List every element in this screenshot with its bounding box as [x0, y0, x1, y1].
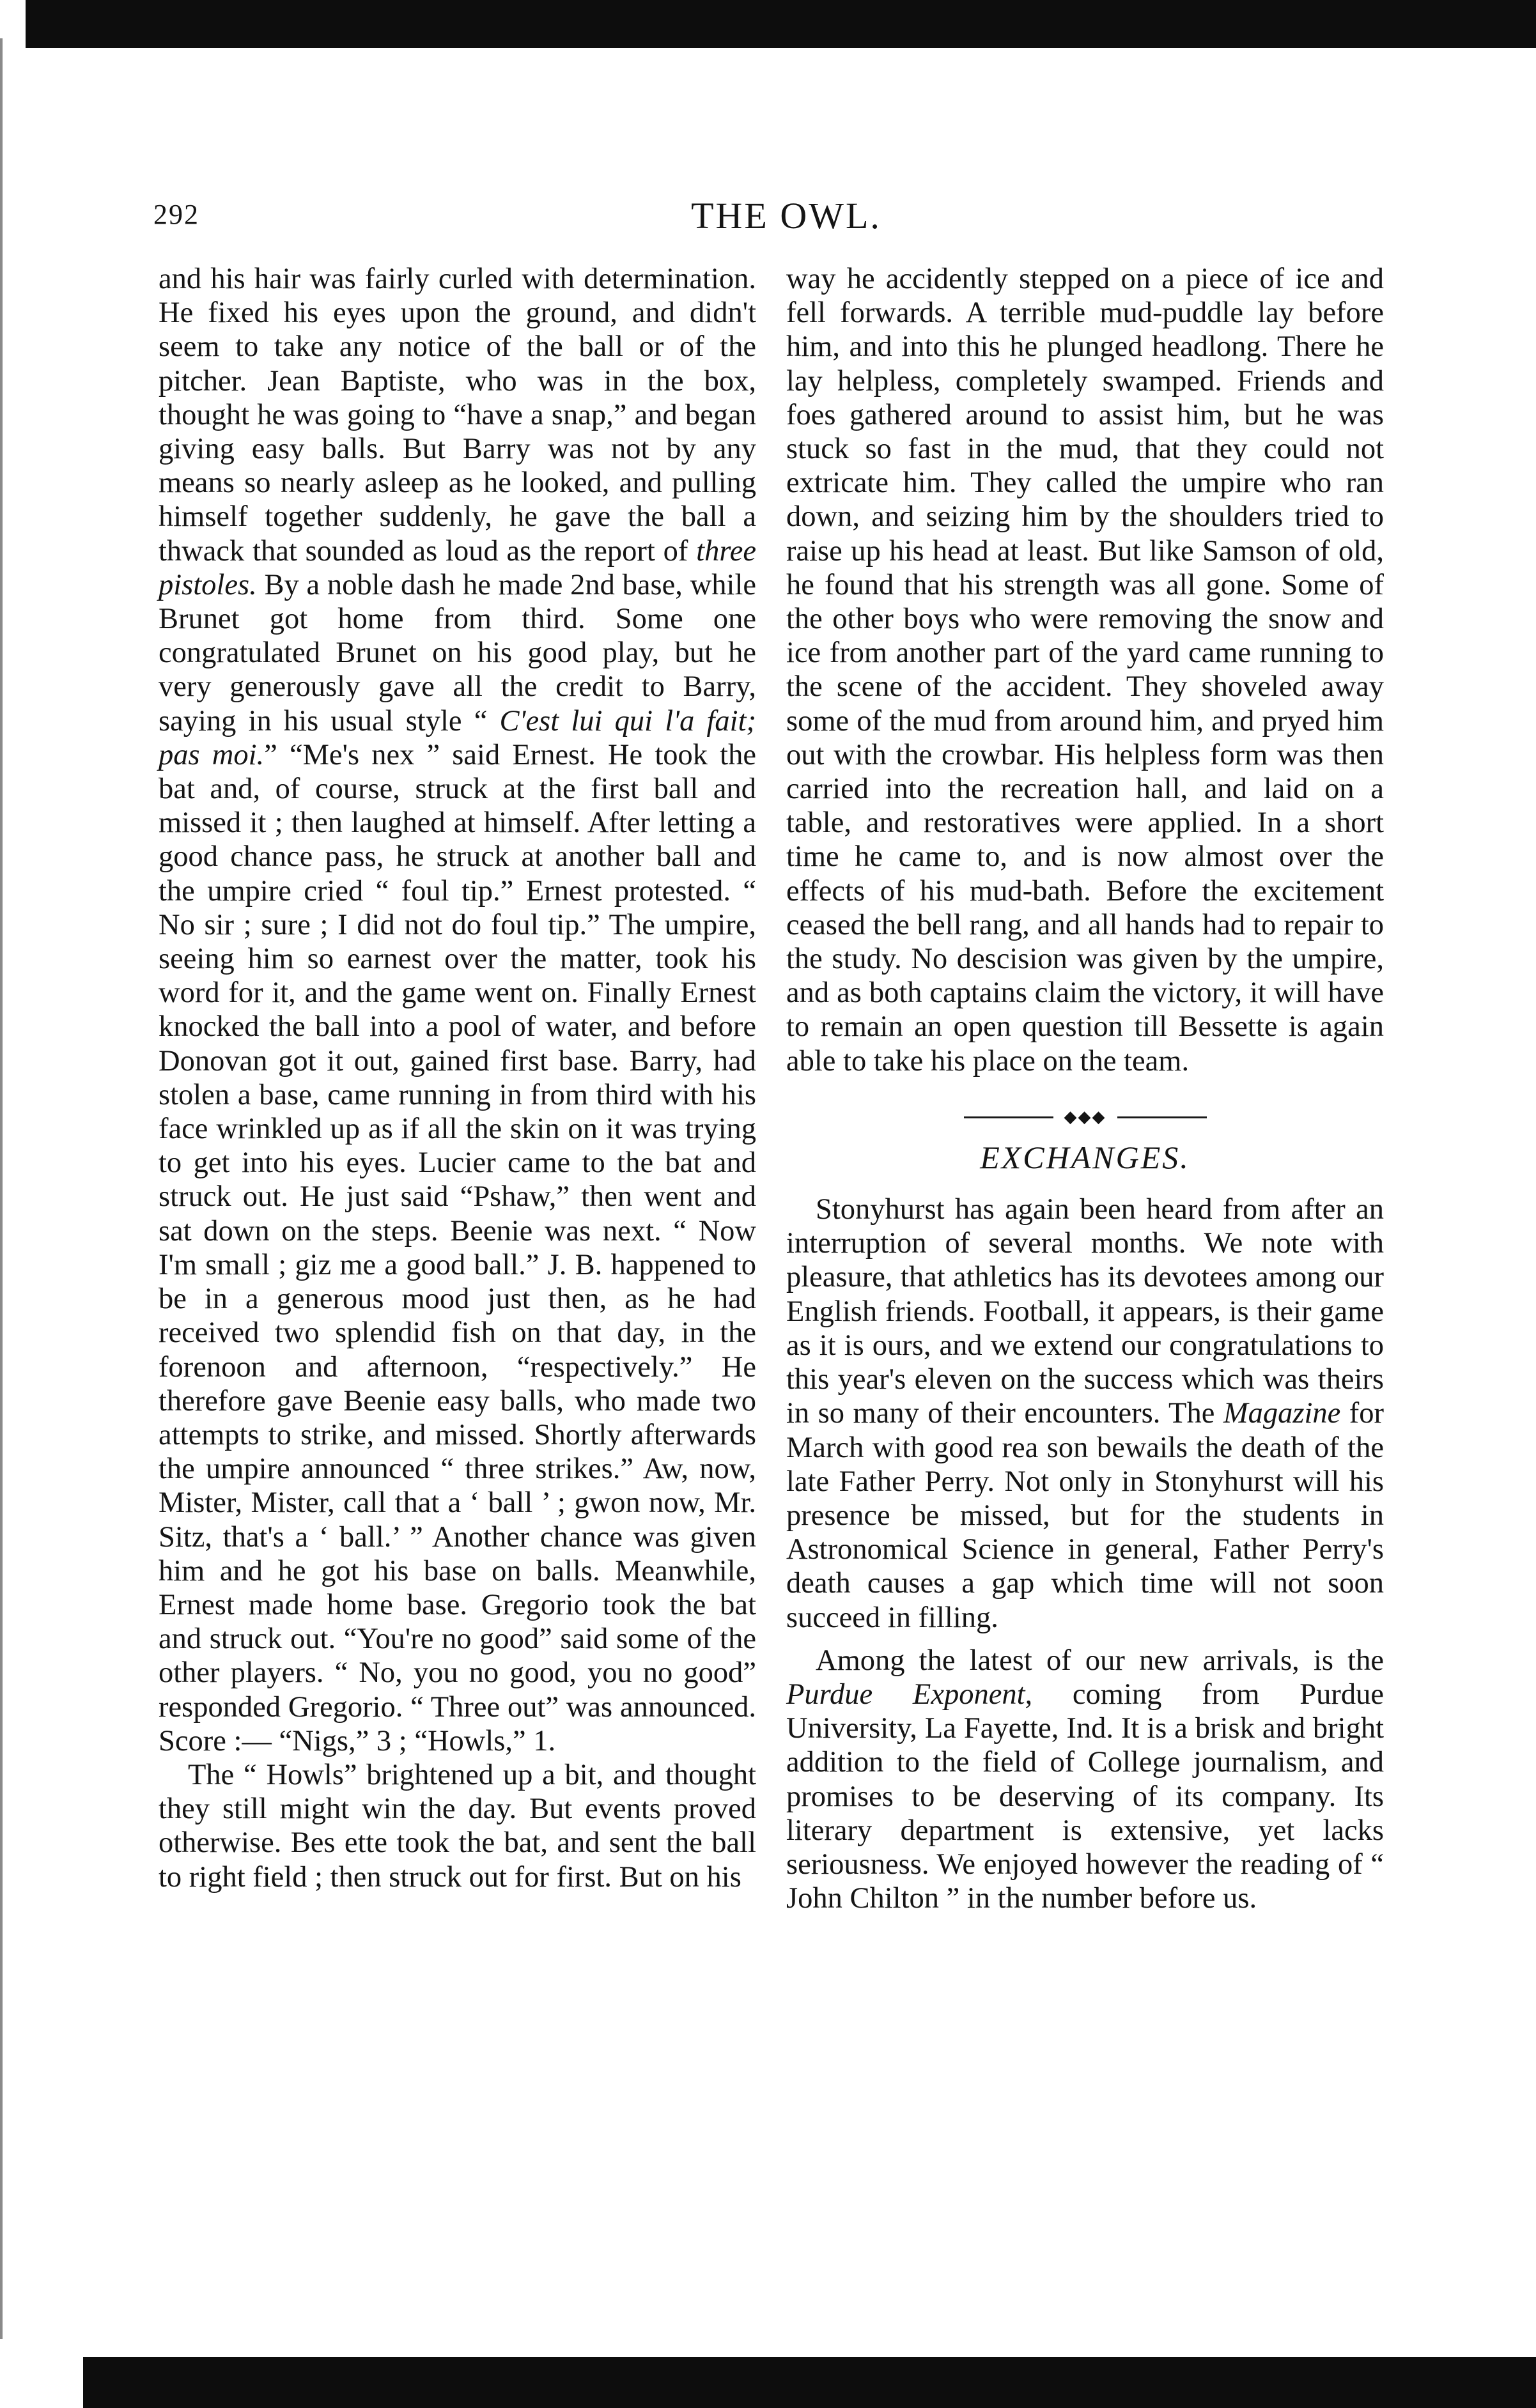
- text-run: ” “Me's nex ” said Ernest. He took the bat and, of course, struck at the first ball and missed it ; then laughed at himself. After letting a good chance pass, he struck at another ball and the umpire cried “ foul tip.” Ernest protested. “ No sir ; sure ; I did not do foul tip.” The umpire, seeing him so earnest over the matter, took his word for it, and the game went on. Finally Ernest knocked the ball into a pool of water, and before Donovan got it out, gained first base. Barry, had stolen a base, came running in from third with his face wrinkled up as if all the skin on it was trying to get into his eyes. Lucier came to the bat and struck out. He just said “Pshaw,” then went and sat down on the steps. Beenie was next. “ Now I'm small ; giz me a good ball.” J. B. happened to be in a generous mood just then, as he had received two splendid fish on that day, in the forenoon and afternoon, “respectively.” He therefore gave Beenie easy balls, who made two attempts to strike, and missed. Shortly afterwards the umpire announced “ three strikes.” Aw, now, Mister, Mister, call that a ‘ ball ’ ; gwon now, Mr. Sitz, that's a ‘ ball.’ ” Another chance was given him and he got his base on balls. Meanwhile, Ernest made home base. Gregorio took the bat and struck out. “You're no good” said some of the other players. “ No, you no good, you no good” responded Gregorio. “ Three out” was announced. Score :— “Nigs,” 3 ; “Howls,” 1.: [159, 738, 756, 1757]
- text-run: coming from Purdue University, La Fayette, Ind. It is a brisk and bright addition to the field of College journalism, and promises to be deserving of its company. Its literary department is extensive, yet lacks seriousness. We enjoyed however the reading of “ John Chilton ” in the number before us.: [786, 1678, 1384, 1915]
- divider-ornament: ◆◆◆: [1064, 1107, 1106, 1126]
- italic-french-quote: C'est lui qui l'a fait; pas moi.: [159, 704, 756, 771]
- page-number: 292: [153, 199, 199, 230]
- exchanges-heading: EXCHANGES.: [980, 1139, 1190, 1175]
- text-run: By a noble dash he made 2nd base, while Brunet got home from third. Some one congratulated Brunet on his good play, but he very generously gave all the credit to Barry, saying in his usual style “: [159, 568, 756, 737]
- top-border-rule: [26, 0, 1536, 48]
- journal-title: THE OWL.: [691, 195, 881, 236]
- baseball-story-paragraph: [159, 262, 756, 1758]
- divider-line-right: [1117, 1116, 1207, 1118]
- stonyhurst-paragraph: [786, 1192, 1384, 1635]
- purdue-paragraph: [786, 1644, 1384, 1916]
- left-column: [159, 262, 756, 1894]
- bottom-border-rule: [83, 2357, 1536, 2408]
- divider-line-left: [964, 1116, 1053, 1118]
- italic-phrase: three pistoles.: [159, 534, 756, 601]
- italic-magazine-title: Magazine: [1223, 1397, 1341, 1430]
- text-run: Stonyhurst has again been heard from after an interruption of several months. We note with pleasure, that athletics has its devotees among our English friends. Football, it appears, is their game as it is ours, and we extend our congratulations to this year's eleven on the success which was theirs in so many of their encounters. The: [786, 1193, 1384, 1430]
- text-run: and his hair was fairly curled with determination. He fixed his eyes upon the ground, and didn't seem to take any notice of the ball or of the pitcher. Jean Baptiste, who was in the box, thought he was going to “have a snap,” and began giving easy balls. But Barry was not by any means so nearly asleep as he looked, and pulling himself together suddenly, he gave the ball a thwack that sounded as loud as the report of: [159, 263, 756, 567]
- page-edge-shadow: [0, 38, 19, 2339]
- text-run: for March with good rea son bewails the death of the late Father Perry. Not only in Stonyhurst will his presence be missed, but for the students in Astronomical Science in general, Father Perry's death causes a gap which time will not soon succeed in filling.: [786, 1397, 1384, 1634]
- running-head: [153, 195, 1419, 243]
- story-conclusion-paragraph: way he accidently stepped on a piece of ice and fell forwards. A terrible mud-puddle lay before him, and into this he plunged headlong. There he lay helpless, completely swamped. Friends and foes gathered around to assist him, but he was stuck so fast in the mud, that they could not extricate him. They called the umpire who ran down, and seizing him by the shoulders tried to raise up his head at least. But like Samson of old, he found that his strength was all gone. Some of the other boys who were removing the snow and ice from another part of the yard came running to the scene of the accident. They shoveled away some of the mud from around him, and pryed him out with the crowbar. His helpless form was then carried into the recreation hall, and laid on a table, and restoratives were applied. In a short time he came to, and is now almost over the effects of his mud-bath. Before the excitement ceased the bell rang, and all hands had to repair to the study. No descision was given by the umpire, and as both captains claim the victory, it will have to remain an open question till Bessette is again able to take his place on the team.: [786, 263, 1384, 1077]
- italic-journal-title: Purdue Exponent,: [786, 1678, 1033, 1711]
- howls-paragraph: The “ Howls” brightened up a bit, and thought they still might win the day. But events proved otherwise. Bes ette took the bat, and sent the ball to right field ; then struck out for first. But on his: [159, 1758, 756, 1894]
- right-column: [786, 262, 1384, 1915]
- text-run: Among the latest of our new arrivals, is the: [816, 1644, 1384, 1677]
- section-divider: [938, 1108, 1232, 1127]
